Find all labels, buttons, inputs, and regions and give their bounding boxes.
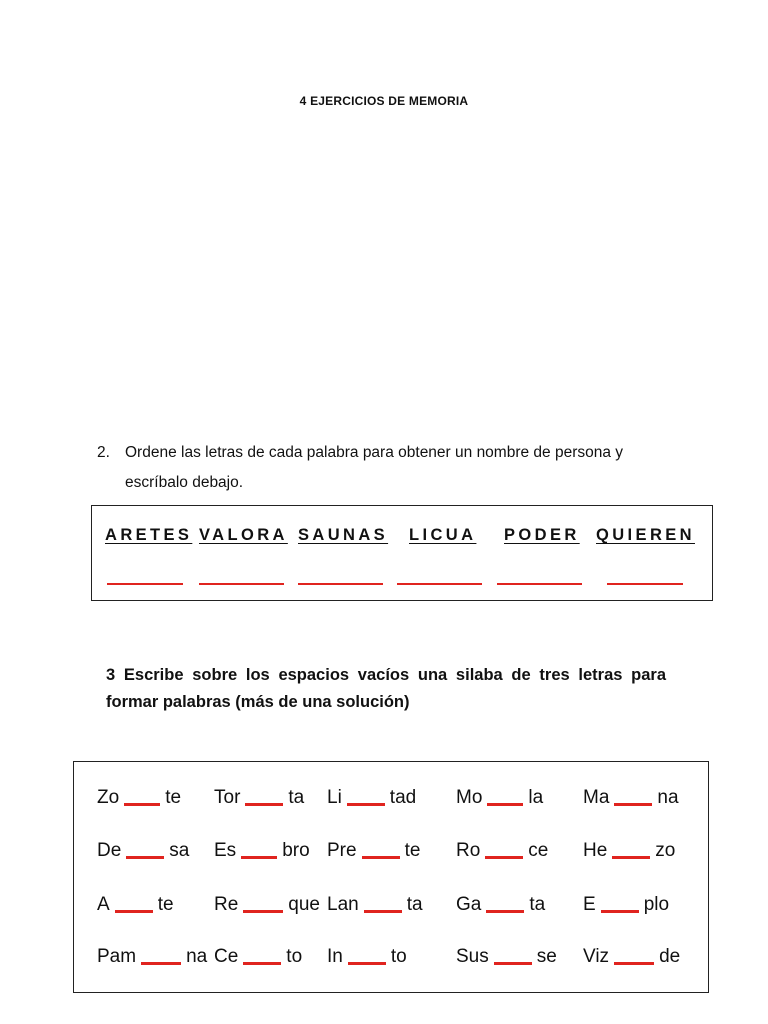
syllable-blank[interactable] [126, 856, 164, 859]
syllable-prefix: Ma [583, 787, 610, 808]
syllable-suffix: tad [389, 787, 417, 808]
syllable-blank[interactable] [612, 856, 650, 859]
syllable-prefix: Sus [456, 946, 489, 967]
exercise-2-instruction-line1: Ordene las letras de cada palabra para obtener un nombre de persona y [125, 444, 624, 461]
syllable-blank[interactable] [601, 910, 639, 913]
syllable-blank[interactable] [245, 803, 283, 806]
answer-line[interactable] [199, 583, 284, 585]
syllable-suffix: bro [282, 840, 310, 861]
syllable-suffix: te [165, 787, 182, 808]
scrambled-word: LICUA [409, 526, 477, 544]
syllable-suffix: te [157, 894, 174, 915]
syllable-prefix: Viz [583, 946, 610, 967]
syllable-blank[interactable] [362, 856, 400, 859]
syllable-blank[interactable] [243, 962, 281, 965]
syllable-prefix: Mo [456, 787, 483, 808]
syllable-item [97, 840, 189, 862]
syllable-prefix: Zo [97, 787, 120, 808]
syllable-blank[interactable] [485, 856, 523, 859]
syllable-suffix: que [288, 894, 320, 915]
syllable-prefix: De [97, 840, 122, 861]
syllable-item [583, 894, 669, 916]
syllable-item [327, 787, 416, 809]
exercise-3-instruction-line2: formar palabras (más de una solución) [106, 693, 410, 711]
syllable-item [97, 894, 174, 916]
exercise-3-instruction-line1: 3 Escribe sobre los espacios vacíos una silaba de tres letras para [106, 666, 666, 684]
syllable-blank[interactable] [614, 803, 652, 806]
syllable-blank[interactable] [487, 803, 523, 806]
syllable-suffix: to [390, 946, 407, 967]
exercise-2-instruction-line2: escríbalo debajo. [125, 474, 244, 491]
answer-line[interactable] [497, 583, 582, 585]
syllable-prefix: Ro [456, 840, 481, 861]
syllable-blank[interactable] [347, 803, 385, 806]
answer-line[interactable] [107, 583, 183, 585]
scrambled-word: VALORA [199, 526, 288, 544]
syllable-prefix: Re [214, 894, 239, 915]
syllable-prefix: He [583, 840, 608, 861]
scrambled-word: SAUNAS [298, 526, 389, 544]
syllable-prefix: Li [327, 787, 342, 808]
syllable-item [214, 787, 304, 809]
answer-line[interactable] [607, 583, 683, 585]
answer-line[interactable] [298, 583, 383, 585]
syllable-blank[interactable] [141, 962, 181, 965]
syllable-item [456, 840, 548, 862]
syllable-blank[interactable] [614, 962, 654, 965]
syllable-blank[interactable] [115, 910, 153, 913]
scrambled-word: PODER [504, 526, 580, 544]
syllable-blank[interactable] [494, 962, 532, 965]
syllable-prefix: Pre [327, 840, 357, 861]
syllable-item [214, 946, 302, 968]
syllable-prefix: Lan [327, 894, 359, 915]
syllable-blank[interactable] [486, 910, 524, 913]
answer-line[interactable] [397, 583, 482, 585]
syllable-prefix: In [327, 946, 343, 967]
syllable-suffix: ce [528, 840, 549, 861]
syllable-item [97, 787, 181, 809]
exercise-2-instruction [97, 438, 697, 498]
syllable-item [456, 946, 557, 968]
syllable-suffix: na [657, 787, 679, 808]
syllable-item [214, 840, 310, 862]
syllable-suffix: to [286, 946, 303, 967]
syllable-suffix: de [659, 946, 681, 967]
syllable-prefix: Ce [214, 946, 239, 967]
syllable-item [583, 946, 680, 968]
syllable-prefix: Pam [97, 946, 137, 967]
syllable-prefix: A [97, 894, 110, 915]
syllable-suffix: te [404, 840, 421, 861]
syllable-blank[interactable] [241, 856, 277, 859]
syllable-suffix: ta [529, 894, 546, 915]
syllable-suffix: sa [169, 840, 190, 861]
exercise-3-instruction [106, 662, 666, 716]
syllable-prefix: Es [214, 840, 237, 861]
syllable-prefix: Ga [456, 894, 482, 915]
syllable-suffix: zo [655, 840, 676, 861]
syllable-suffix: plo [643, 894, 670, 915]
syllable-item [583, 840, 675, 862]
syllable-suffix: ta [288, 787, 305, 808]
syllable-suffix: la [528, 787, 544, 808]
syllable-item [214, 894, 320, 916]
scrambled-word: QUIEREN [596, 526, 695, 544]
syllable-item [327, 946, 407, 968]
scrambled-words-box [91, 505, 713, 601]
syllable-item [327, 840, 420, 862]
syllable-suffix: na [186, 946, 208, 967]
syllable-item [456, 894, 545, 916]
syllable-suffix: se [536, 946, 557, 967]
syllable-item [583, 787, 679, 809]
syllable-grid-box [73, 761, 709, 993]
syllable-blank[interactable] [348, 962, 386, 965]
syllable-blank[interactable] [243, 910, 283, 913]
syllable-item [456, 787, 543, 809]
syllable-item [327, 894, 423, 916]
document-title: 4 EJERCICIOS DE MEMORIA [299, 94, 469, 108]
syllable-prefix: E [583, 894, 596, 915]
syllable-item [97, 946, 207, 968]
exercise-2-number: 2. [97, 444, 110, 461]
scrambled-word: ARETES [105, 526, 193, 544]
syllable-prefix: Tor [214, 787, 241, 808]
syllable-suffix: ta [406, 894, 423, 915]
syllable-blank[interactable] [364, 910, 402, 913]
syllable-blank[interactable] [124, 803, 160, 806]
